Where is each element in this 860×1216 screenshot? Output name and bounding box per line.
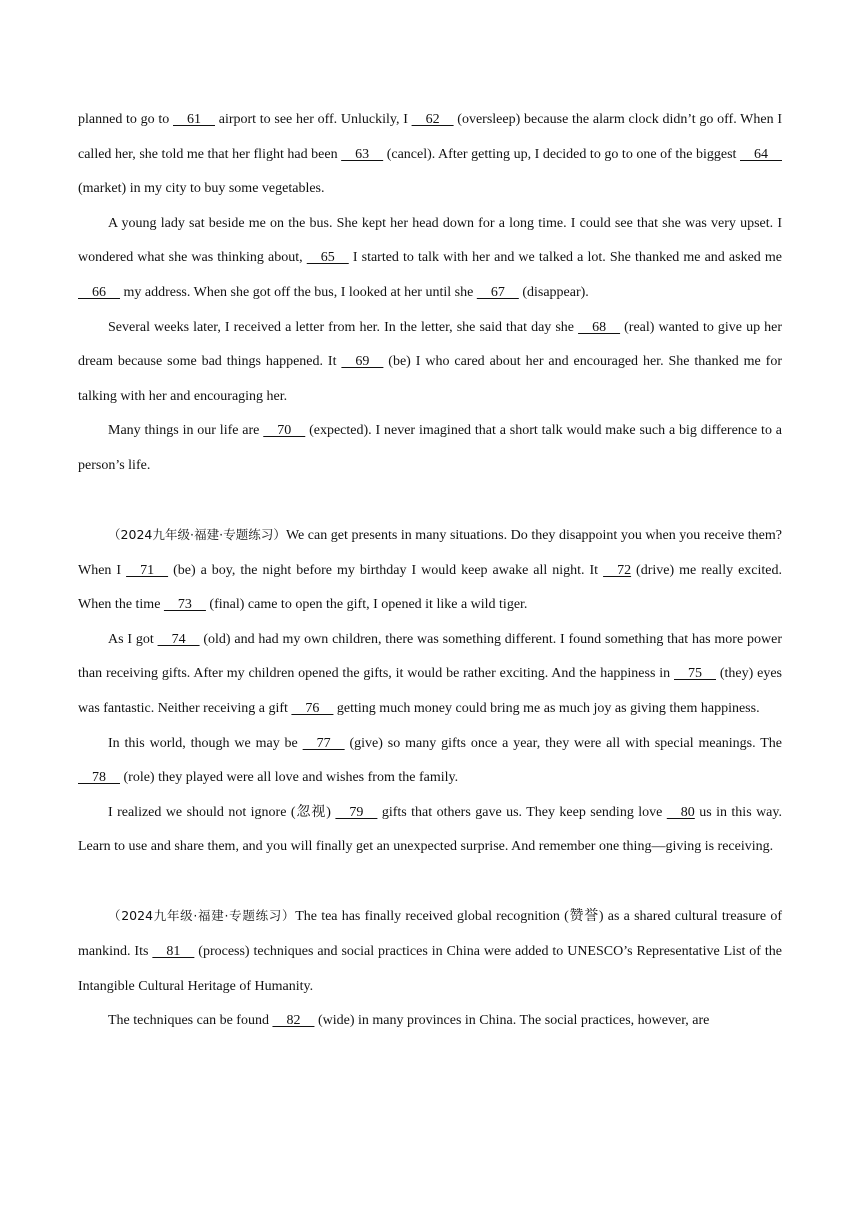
passage-text: (oversleep) because the alarm clock didn’t go off. When I called her, she told me that her flight had been — [78, 112, 782, 162]
passage-text: (drive) me really excited. When the time — [78, 562, 782, 613]
answer-blank: 77 — [302, 735, 345, 751]
answer-blank: 76 — [291, 701, 334, 716]
paragraph — [78, 103, 782, 207]
answer-blank: 82 — [272, 1013, 315, 1029]
passage-text: getting much money could bring me as much joy as giving them happiness. — [333, 701, 760, 716]
answer-blank: 72 — [603, 562, 632, 578]
passage-text: As I got — [108, 631, 158, 647]
passage-text: Several weeks later, I received a letter from her. In the letter, she said that day she — [108, 319, 579, 335]
passage-text: (real) wanted to give up her dream because some bad things happened. It — [78, 319, 782, 370]
passage-gap — [78, 865, 782, 900]
answer-blank: 65 — [306, 250, 349, 266]
passage-text: us in this way. Learn to use and share them, and you will finally get an unexpected surprise. And remember one thing—giving is receiving. — [78, 804, 782, 855]
passage-3 — [78, 899, 782, 1038]
paragraph — [78, 899, 782, 1004]
paragraph — [78, 623, 782, 727]
passage-text: I realized we should not ignore (忽视) — [108, 804, 336, 820]
passage-text: (wide) in many provinces in China. The social practices, however, are — [314, 1013, 710, 1029]
passage-text: (be) a boy, the night before my birthday I would keep awake all night. It — [168, 562, 604, 578]
answer-blank: 81 — [152, 944, 195, 960]
passage-text: The tea has finally received global recognition (赞誉) as a shared cultural treasure of mankind. Its — [78, 909, 782, 960]
passage-1 — [78, 103, 782, 484]
paragraph — [78, 796, 782, 865]
passage-text: my address. When she got off the bus, I looked at her until she — [120, 284, 477, 300]
passage-text: A young lady sat beside me on the bus. She kept her head down for a long time. I could see that she was very upset. I wondered what she was thinking about, — [78, 215, 782, 266]
passage-text: (role) they played were all love and wishes from the family. — [120, 770, 459, 786]
passage-text: (market) in my city to buy some vegetables. — [78, 181, 325, 197]
answer-blank: 62 — [411, 112, 454, 127]
passage-text: (they) eyes was fantastic. Neither receiving a gift — [78, 666, 782, 716]
answer-blank: 61 — [173, 112, 215, 127]
passage-text: The techniques can be found — [108, 1013, 273, 1029]
paragraph — [78, 727, 782, 796]
source-label: （2024九年级·福建·专题练习） — [108, 527, 286, 543]
passage-text: Many things in our life are — [108, 423, 264, 439]
passage-text: (be) I who cared about her and encouraged her. She thanked me for talking with her and encouraging her. — [78, 354, 782, 404]
answer-blank: 79 — [335, 804, 378, 820]
answer-blank: 68 — [578, 319, 621, 335]
passage-text: (process) techniques and social practices in China were added to UNESCO’s Representative List of the Intangible Cultural Heritage of Humanity. — [78, 944, 783, 994]
source-label: （2024九年级·福建·专题练习） — [108, 908, 296, 924]
passage-text: (expected). I never imagined that a short talk would make such a big difference to a person’s life. — [78, 423, 782, 473]
passage-2 — [78, 518, 782, 865]
passage-text: (old) and had my own children, there was something different. I found something that has more power than receiving gifts. After my children opened the gifts, it would be rather exciting. And the happiness in — [78, 631, 782, 682]
paragraph — [78, 1004, 782, 1039]
passage-text: I started to talk with her and we talked a lot. She thanked me and asked me — [348, 250, 782, 266]
document-page — [78, 103, 782, 1039]
answer-blank: 78 — [78, 770, 120, 786]
passage-text: (disappear). — [518, 284, 589, 300]
paragraph — [78, 414, 782, 483]
passage-text: (give) so many gifts once a year, they were all with special meanings. The — [344, 735, 782, 751]
answer-blank: 80 — [666, 804, 695, 820]
answer-blank: 71 — [126, 562, 169, 578]
answer-blank: 70 — [263, 423, 306, 439]
passage-text: We can get presents in many situations. Do they disappoint you when you receive them? When I — [78, 528, 783, 578]
answer-blank: 75 — [674, 666, 716, 682]
passage-text: (final) came to open the gift, I opened it like a wild tiger. — [205, 597, 528, 613]
passage-text: planned to go to — [78, 112, 173, 127]
passage-text: In this world, though we may be — [108, 735, 303, 751]
passage-gap — [78, 484, 782, 519]
answer-blank: 66 — [78, 284, 120, 300]
answer-blank: 67 — [476, 284, 519, 300]
answer-blank: 69 — [341, 354, 384, 370]
answer-blank: 73 — [163, 597, 206, 613]
passage-text: (cancel). After getting up, I decided to go to one of the biggest — [383, 146, 740, 162]
answer-blank: 74 — [157, 631, 200, 647]
paragraph — [78, 518, 782, 623]
passage-text: gifts that others gave us. They keep sending love — [377, 804, 667, 820]
answer-blank: 64 — [740, 146, 782, 162]
answer-blank: 63 — [341, 146, 384, 162]
passage-text: airport to see her off. Unluckily, I — [215, 112, 412, 127]
paragraph — [78, 311, 782, 415]
paragraph — [78, 207, 782, 311]
